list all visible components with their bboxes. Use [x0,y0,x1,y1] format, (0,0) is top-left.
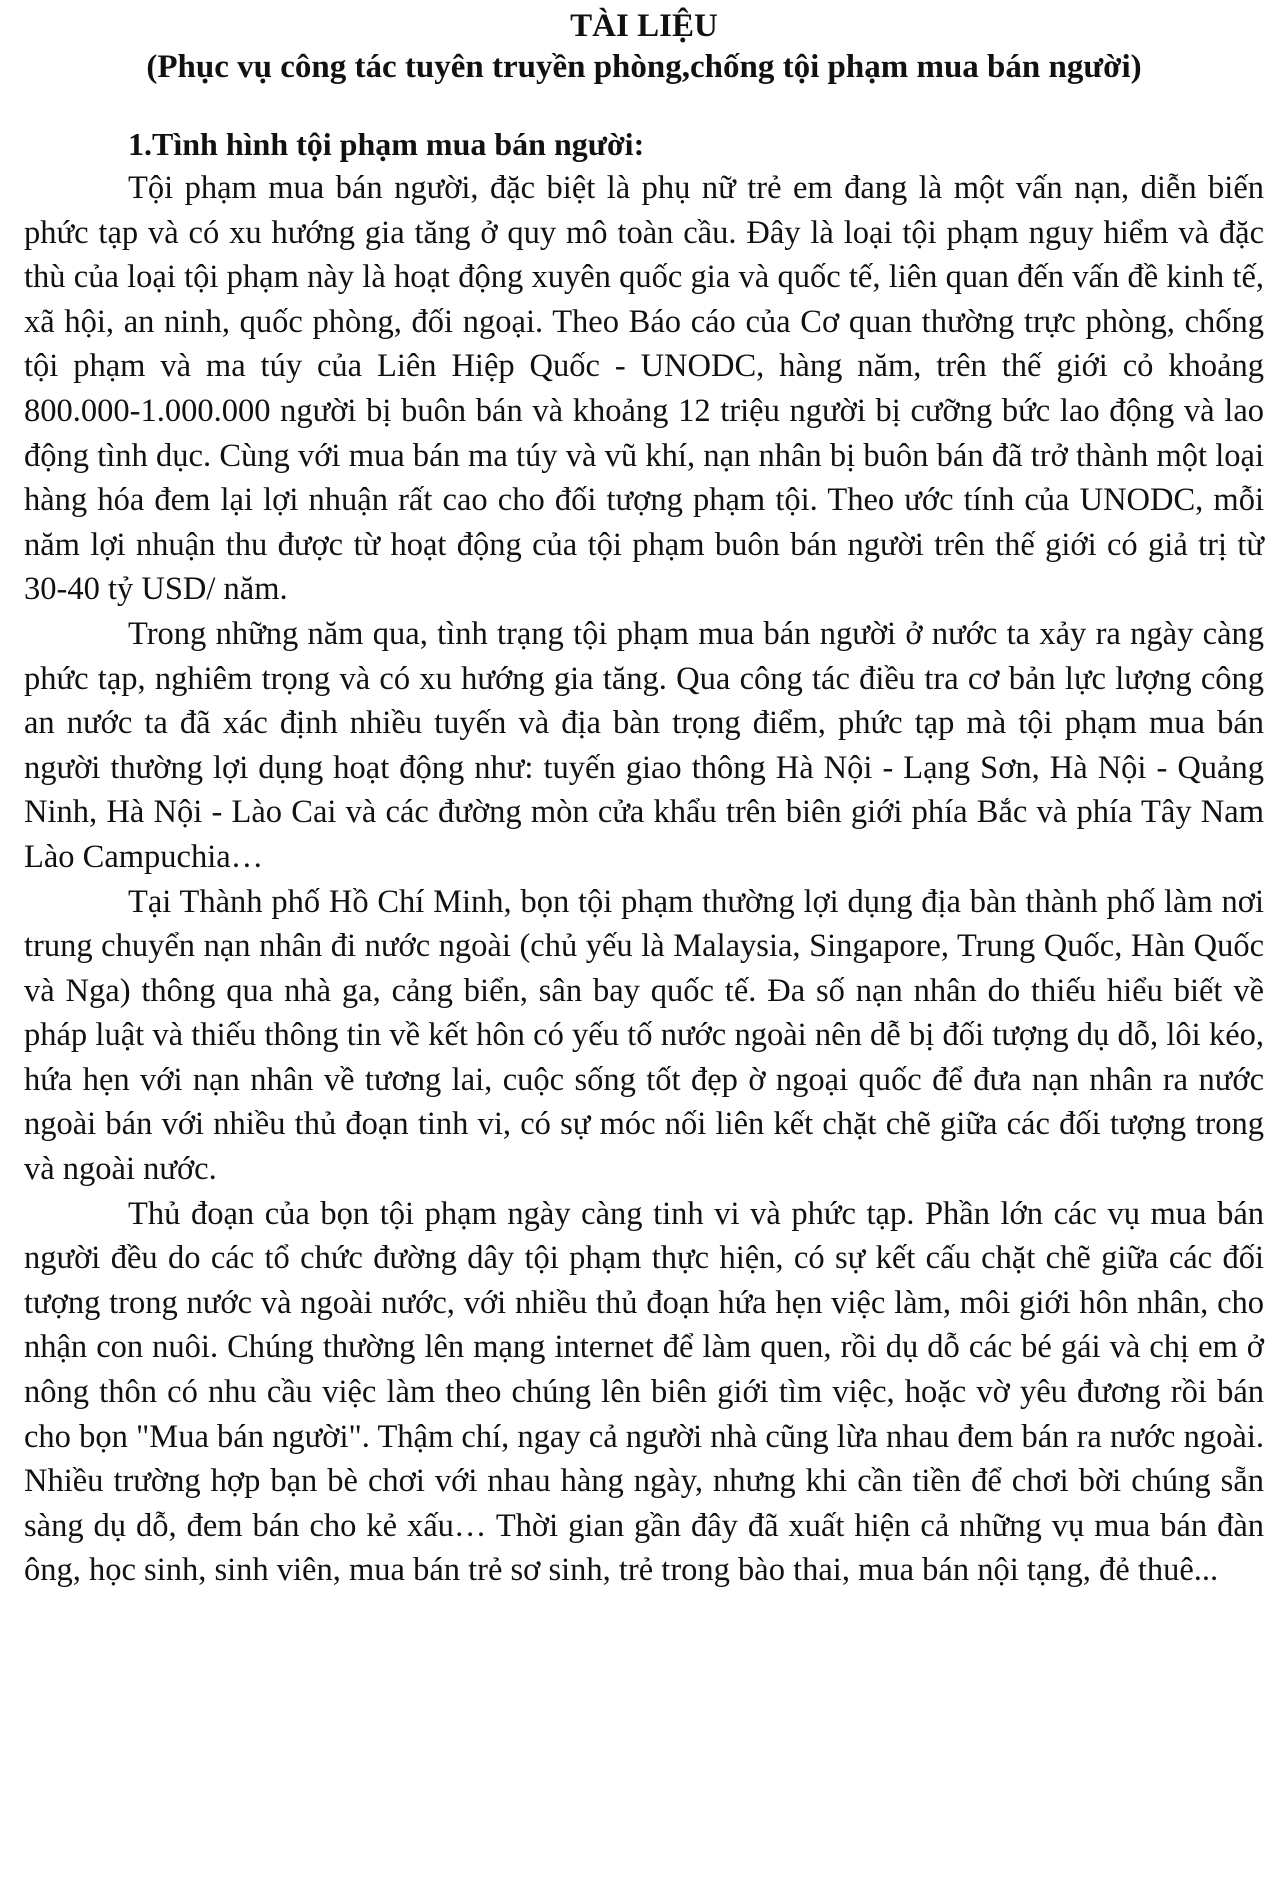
paragraph-4: Thủ đoạn của bọn tội phạm ngày càng tinh vi và phức tạp. Phần lớn các vụ mua bán người đều do các tổ chức đường dây tội phạm thực hiện, có sự kết cấu chặt chẽ giữa các đối tượng trong nước và ngoài nước, với nhiều thủ đoạn hứa hẹn việc làm, môi giới hôn nhân, cho nhận con nuôi. Chúng thường lên mạng internet để làm quen, rồi dụ dỗ các bé gái và chị em ở nông thôn có nhu cầu việc làm theo chúng lên biên giới tìm việc, hoặc vờ yêu đương rồi bán cho bọn "Mua bán người". Thậm chí, ngay cả người nhà cũng lừa nhau đem bán ra nước ngoài. Nhiều trường hợp bạn bè chơi với nhau hàng ngày, nhưng khi cần tiền để chơi bời chúng sẵn sàng dụ dỗ, đem bán cho kẻ xấu… Thời gian gần đây đã xuất hiện cả những vụ mua bán đàn ông, học sinh, sinh viên, mua bán trẻ sơ sinh, trẻ trong bào thai, mua bán nội tạng, đẻ thuê... [24,1195,1264,1589]
document-subtitle: (Phục vụ công tác tuyên truyền phòng,chống tội phạm mua bán người) [146,49,1142,85]
document-title: TÀI LIỆU [570,8,718,44]
paragraph-3: Tại Thành phố Hồ Chí Minh, bọn tội phạm thường lợi dụng địa bàn thành phố làm nơi trung chuyển nạn nhân đi nước ngoài (chủ yếu là Malaysia, Singapore, Trung Quốc, Hàn Quốc và Nga) thông qua nhà ga, cảng biển, sân bay quốc tế. Đa số nạn nhân do thiếu hiểu biết về pháp luật và thiếu thông tin về kết hôn có yếu tố nước ngoài nên dễ bị đối tượng dụ dỗ, lôi kéo, hứa hẹn với nạn nhân về tương lai, cuộc sống tốt đẹp ờ ngoại quốc để đưa nạn nhân ra nước ngoài bán với nhiều thủ đoạn tinh vi, có sự móc nối liên kết chặt chẽ giữa các đối tượng trong và ngoài nước. [24,883,1264,1188]
document-page [24,6,1264,1593]
paragraph-2: Trong những năm qua, tình trạng tội phạm mua bán người ở nước ta xảy ra ngày càng phức tạp, nghiêm trọng và có xu hướng gia tăng. Qua công tác điều tra cơ bản lực lượng công an nước ta đã xác định nhiều tuyến và địa bàn trọng điểm, phức tạp mà tội phạm mua bán người thường lợi dụng hoạt động như: tuyến giao thông Hà Nội - Lạng Sơn, Hà Nội - Quảng Ninh, Hà Nội - Lào Cai và các đường mòn cửa khẩu trên biên giới phía Bắc và phía Tây Nam Lào Campuchia… [24,615,1264,875]
section-heading: 1.Tình hình tội phạm mua bán người: [128,126,645,162]
paragraph-1: Tội phạm mua bán người, đặc biệt là phụ nữ trẻ em đang là một vấn nạn, diễn biến phức tạp và có xu hướng gia tăng ở quy mô toàn cầu. Đây là loại tội phạm nguy hiểm và đặc thù của loại tội phạm này là hoạt động xuyên quốc gia và quốc tế, liên quan đến vấn đề kinh tế, xã hội, an ninh, quốc phòng, đối ngoại. Theo Báo cáo của Cơ quan thường trực phòng, chống tội phạm và ma túy của Liên Hiệp Quốc - UNODC, hàng năm, trên thế giới cỏ khoảng 800.000-1.000.000 người bị buôn bán và khoảng 12 triệu người bị cưỡng bức lao động và lao động tình dục. Cùng với mua bán ma túy và vũ khí, nạn nhân bị buôn bán đã trở thành một loại hàng hóa đem lại lợi nhuận rất cao cho đối tượng phạm tội. Theo ước tính của UNODC, mỗi năm lợi nhuận thu được từ hoạt động của tội phạm buôn bán người trên thế giới có giả trị từ 30-40 tỷ USD/ năm. [24,170,1264,608]
section-1 [24,122,1264,1593]
